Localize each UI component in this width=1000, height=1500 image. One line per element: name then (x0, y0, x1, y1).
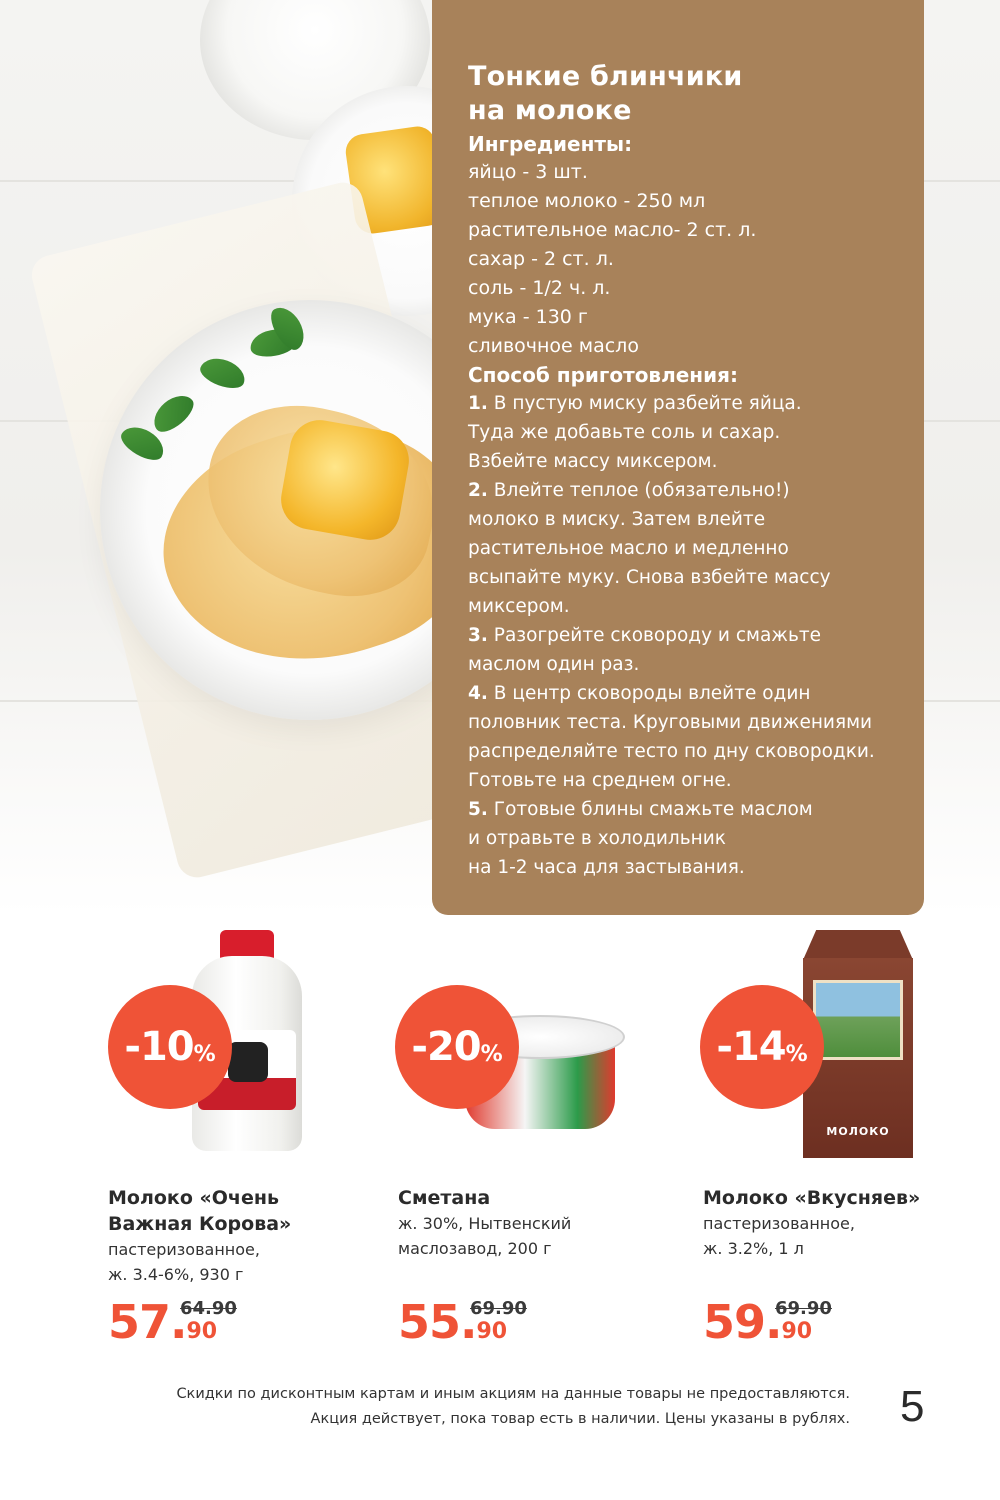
product-description-line: ж. 30%, Нытвенский (398, 1214, 572, 1233)
price-kopecks: 90 (186, 1319, 218, 1344)
step-text: Влейте теплое (обязательно!) (493, 480, 790, 501)
step-line: распределяйте тесто по дну сковородки. (468, 741, 875, 762)
ingredient-item: сливочное масло (468, 335, 639, 357)
discount-badge (395, 985, 519, 1109)
ingredient-item: мука - 130 г (468, 306, 588, 328)
old-price: 64.90 (180, 1298, 237, 1319)
product-name-line: Важная Корова» (108, 1213, 292, 1235)
price-kopecks: 90 (781, 1319, 813, 1344)
step-line: растительное масло и медленно (468, 538, 789, 559)
ingredient-item: сахар - 2 ст. л. (468, 248, 614, 270)
step-number: 3. (468, 625, 488, 646)
product-description (398, 1211, 571, 1261)
disclaimer (90, 1382, 850, 1432)
step-line: всыпайте муку. Снова взбейте массу (468, 567, 831, 588)
step-line (468, 679, 894, 708)
discount-percent: % (193, 1041, 216, 1067)
product-card-milk-vkusnyaev (695, 930, 995, 1349)
step-text: В центр сковороды влейте один (493, 683, 811, 704)
ingredients-heading: Ингредиенты: (468, 132, 633, 156)
product-name-line: Сметана (398, 1187, 491, 1209)
step-text: Готовые блины смажьте маслом (493, 799, 813, 820)
step-line (468, 621, 894, 650)
recipe-title-line: на молоке (468, 95, 632, 126)
product-name (398, 1185, 490, 1211)
disclaimer-line: Акция действует, пока товар есть в наличии. Цены указаны в рублях. (310, 1411, 850, 1427)
discount-value: -14 (716, 1024, 786, 1070)
recipe-title (468, 60, 894, 128)
product-name-line: Молоко «Вкусняев» (703, 1187, 921, 1209)
ingredient-item: яйцо - 3 шт. (468, 161, 588, 183)
product-name (108, 1185, 291, 1237)
discount-badge (700, 985, 824, 1109)
step-line: половник теста. Круговыми движениями (468, 712, 873, 733)
product-description-line: ж. 3.2%, 1 л (703, 1239, 804, 1258)
discount-percent: % (480, 1041, 503, 1067)
disclaimer-line: Скидки по дисконтным картам и иным акциям на данные товары не предоставляются. (176, 1386, 850, 1402)
discount-badge (108, 985, 232, 1109)
discount-value: -20 (411, 1024, 481, 1070)
cow-logo-icon (228, 1042, 268, 1082)
price-rubles: 59. (703, 1295, 782, 1349)
ingredient-item: теплое молоко - 250 мл (468, 190, 706, 212)
method-steps (468, 389, 894, 882)
step-text: В пустую миску разбейте яйца. (493, 393, 802, 414)
step-number: 5. (468, 799, 488, 820)
step-line: миксером. (468, 596, 570, 617)
step-line (468, 476, 894, 505)
old-price: 69.90 (775, 1298, 832, 1319)
discount-value: -10 (124, 1024, 194, 1070)
recipe-card (432, 0, 924, 915)
carton-label: МОЛОКО (826, 1125, 890, 1138)
price-kopecks: 90 (476, 1319, 508, 1344)
step-line (468, 795, 894, 824)
step-number: 2. (468, 480, 488, 501)
old-price: 69.90 (470, 1298, 527, 1319)
ingredients-list (468, 158, 894, 361)
price-rubles: 55. (398, 1295, 477, 1349)
recipe-title-line: Тонкие блинчики (468, 61, 743, 92)
ingredient-item: соль - 1/2 ч. л. (468, 277, 611, 299)
step-number: 1. (468, 393, 488, 414)
discount-percent: % (785, 1041, 808, 1067)
honeycomb-image (276, 415, 413, 544)
step-line: маслом один раз. (468, 654, 640, 675)
ingredient-item: растительное масло- 2 ст. л. (468, 219, 757, 241)
product-description (703, 1211, 855, 1261)
step-line: Туда же добавьте соль и сахар. (468, 422, 781, 443)
carton-landscape-picture (813, 980, 903, 1060)
product-description-line: пастеризованное, (703, 1214, 855, 1233)
step-text: Разогрейте сковороду и смажьте (493, 625, 822, 646)
carton-top (803, 930, 913, 960)
product-description-line: ж. 3.4-6%, 930 г (108, 1265, 244, 1284)
product-name-line: Молоко «Очень (108, 1187, 279, 1209)
price-rubles: 57. (108, 1295, 187, 1349)
product-description-line: пастеризованное, (108, 1240, 260, 1259)
product-name (703, 1185, 920, 1211)
step-number: 4. (468, 683, 488, 704)
product-description-line: маслозавод, 200 г (398, 1239, 552, 1258)
step-line (468, 389, 894, 418)
step-line: Взбейте массу миксером. (468, 451, 718, 472)
product-card-smetana (390, 930, 690, 1349)
step-line: и отравьте в холодильник (468, 828, 726, 849)
product-card-milk-vazhnaya-korova (100, 930, 400, 1349)
step-line: молоко в миску. Затем влейте (468, 509, 766, 530)
method-heading: Способ приготовления: (468, 363, 738, 387)
step-line: на 1-2 часа для застывания. (468, 857, 745, 878)
page-number: 5 (900, 1382, 925, 1431)
step-line: Готовьте на среднем огне. (468, 770, 732, 791)
product-description (108, 1237, 260, 1287)
